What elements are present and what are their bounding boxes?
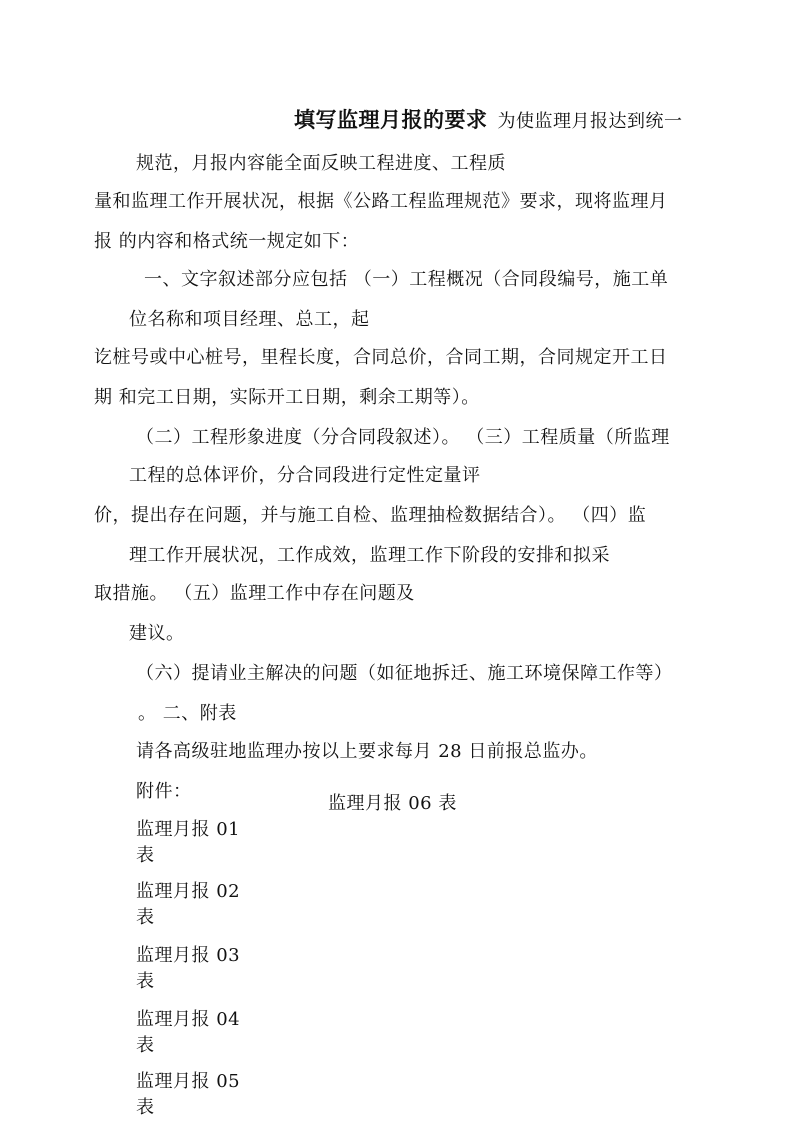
paragraph-line: 价，提出存在问题，并与施工自检、监理抽检数据结合）。 （四）监 bbox=[94, 505, 647, 526]
attachment-item: 表 bbox=[136, 845, 155, 866]
attachment-item: 监理月报 06 表 bbox=[328, 793, 457, 814]
attachment-item: 表 bbox=[136, 1035, 155, 1056]
paragraph-line: 。 二、附表 bbox=[138, 703, 237, 724]
paragraph-line: 建议。 bbox=[129, 623, 185, 644]
paragraph-line: 讫桩号或中心桩号，里程长度，合同总价，合同工期，合同规定开工日 bbox=[94, 347, 668, 368]
attachments-label: 附件： bbox=[136, 781, 192, 802]
paragraph-line: 期 和完工日期，实际开工日期，剩余工期等）。 bbox=[94, 387, 480, 408]
attachment-item: 监理月报 05 bbox=[136, 1071, 241, 1092]
paragraph-line: 理工作开展状况，工作成效，监理工作下阶段的安排和拟采 bbox=[129, 545, 610, 566]
paragraph-line: 工程的总体评价，分合同段进行定性定量评 bbox=[129, 465, 481, 486]
attachment-item: 表 bbox=[136, 907, 155, 928]
paragraph-line: 取措施。 （五）监理工作中存在问题及 bbox=[94, 583, 415, 604]
paragraph-line: 报 的内容和格式统一规定如下： bbox=[94, 231, 360, 252]
title-tail-text: 为使监理月报达到统一 bbox=[497, 111, 683, 132]
document-title: 填写监理月报的要求 bbox=[294, 108, 488, 132]
title-line bbox=[294, 108, 683, 134]
attachment-item: 表 bbox=[136, 971, 155, 992]
paragraph-line: 一、文字叙述部分应包括 （一）工程概况（合同段编号，施工单 bbox=[144, 269, 669, 290]
paragraph-line: 位名称和项目经理、总工，起 bbox=[129, 309, 370, 330]
paragraph-line: 量和监理工作开展状况，根据《公路工程监理规范》要求，现将监理月 bbox=[94, 191, 668, 212]
paragraph-line: （二）工程形象进度（分合同段叙述）。 （三）工程质量（所监理 bbox=[136, 427, 670, 448]
paragraph-line: （六）提请业主解决的问题（如征地拆迁、施工环境保障工作等） bbox=[136, 663, 673, 684]
paragraph-line: 规范，月报内容能全面反映工程进度、工程质 bbox=[136, 153, 506, 174]
attachment-item: 监理月报 04 bbox=[136, 1009, 241, 1030]
attachment-item: 监理月报 02 bbox=[136, 881, 241, 902]
attachment-item: 监理月报 01 bbox=[136, 819, 241, 840]
paragraph-line: 请各高级驻地监理办按以上要求每月 28 日前报总监办。 bbox=[136, 741, 598, 762]
attachment-item: 监理月报 03 bbox=[136, 945, 241, 966]
attachment-item: 表 bbox=[136, 1097, 155, 1118]
